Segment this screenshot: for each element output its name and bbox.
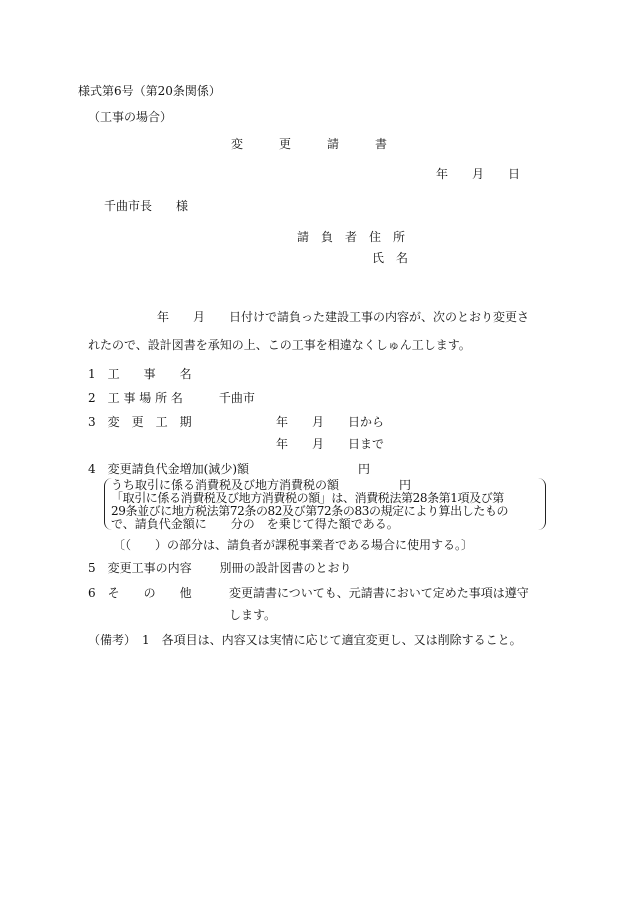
tax-line-1: うち取引に係る消費税及び地方消費税の額 円 (111, 478, 412, 492)
signer-name-label: 氏 名 (372, 251, 409, 265)
item-6-label: 6 そ の 他 (88, 586, 192, 600)
tax-line-3: 29条並びに地方税法第72条の82及び第72条の83の規定により算出したもの (111, 504, 509, 518)
item-3-label: 3 変 更 工 期 (88, 415, 192, 429)
tax-line-2: 「取引に係る消費税及び地方消費税の額」は、消費税法第28条第1項及び第 (111, 491, 504, 505)
item-4-unit: 円 (358, 462, 371, 476)
addressee: 千曲市長 様 (104, 199, 189, 213)
item-1-construction-name: 1 工 事 名 (88, 367, 192, 381)
signer-address-label: 請 負 者 住 所 (297, 230, 406, 244)
item-4-label: 4 変更請負代金増加(減少)額 (88, 462, 249, 476)
form-number: 様式第6号（第20条関係） (78, 84, 221, 98)
tax-note: 〔（ ）の部分は、請負者が課税事業者である場合に使用する。〕 (113, 538, 474, 552)
item-3-from: 年 月 日から (276, 415, 385, 429)
item-6-text-1: 変更請書についても、元請書において定めた事項は遵守 (229, 586, 529, 600)
body-line-2: れたので、設計図書を承知の上、この工事を相違なくしゅん工します。 (88, 338, 471, 352)
item-6-text-2: します。 (229, 608, 277, 622)
item-5-change-content: 5 変更工事の内容 別冊の設計図書のとおり (88, 561, 352, 575)
form-subtitle: （工事の場合） (88, 110, 173, 124)
body-line-1: 年 月 日付けで請負った建設工事の内容が、次のとおり変更さ (157, 310, 530, 324)
item-2-construction-site: 2 工 事 場 所 名 千曲市 (88, 391, 255, 405)
document-title: 変 更 請 書 (231, 137, 388, 151)
remarks: （備考） 1 各項目は、内容又は実情に応じて適宜変更し、又は削除すること。 (88, 633, 522, 647)
item-3-to: 年 月 日まで (276, 437, 385, 451)
tax-line-4: で、請負代金額に 分の を乗じて得た額である。 (111, 517, 399, 531)
date-line: 年 月 日 (436, 167, 521, 181)
